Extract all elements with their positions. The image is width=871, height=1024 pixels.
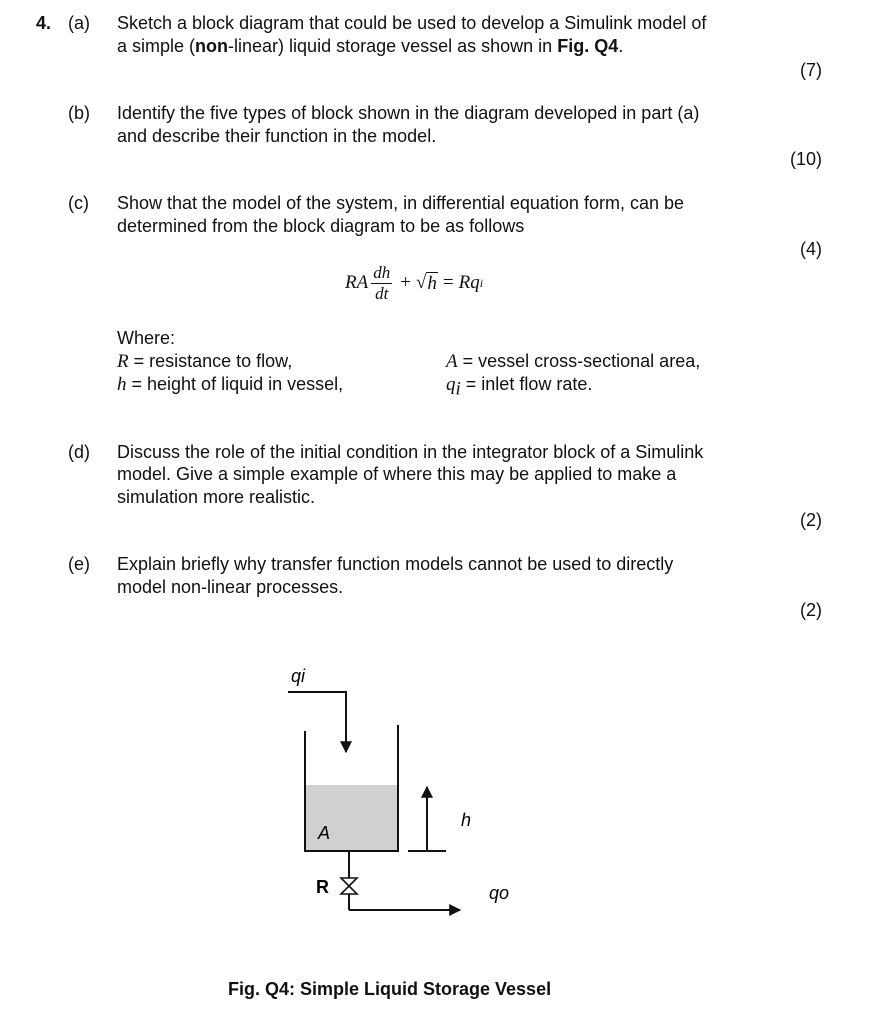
part-b-label: (b) bbox=[68, 103, 90, 123]
part-b-line1: Identify the five types of block shown in the diagram developed in part (a) bbox=[117, 103, 700, 123]
resistance-label: R bbox=[316, 877, 329, 897]
part-c-marks: (4) bbox=[800, 239, 822, 259]
outflow-label: qo bbox=[489, 883, 510, 903]
part-c-label: (c) bbox=[68, 193, 89, 213]
differential-equation: RA $\frac{dh}{dt}$ + √ h = Rq i bbox=[345, 262, 484, 303]
part-d-line1: Discuss the role of the initial condition in the integrator block of a Simulink bbox=[117, 442, 704, 462]
where-label: Where: bbox=[117, 328, 176, 348]
def-height: h = height of liquid in vessel, bbox=[117, 374, 344, 395]
def-inlet-flow: $q_i$ = inlet flow rate. bbox=[446, 374, 593, 400]
part-b-marks: (10) bbox=[789, 149, 822, 169]
part-e-label: (e) bbox=[68, 554, 90, 574]
valve-icon bbox=[341, 878, 357, 894]
inflow-arrow bbox=[288, 692, 346, 752]
def-area: A = vessel cross-sectional area, bbox=[446, 351, 701, 372]
part-b-line2: and describe their function in the model. bbox=[117, 126, 437, 146]
part-e-marks: (2) bbox=[800, 600, 822, 620]
part-a-line1: Sketch a block diagram that could be used to develop a Simulink model of bbox=[117, 13, 707, 33]
part-a-marks: (7) bbox=[800, 60, 822, 80]
part-c-line1: Show that the model of the system, in differential equation form, can be bbox=[117, 193, 684, 213]
derivative-fraction: $\frac{dh}{dt}$ bbox=[373, 262, 391, 303]
part-d-line3: simulation more realistic. bbox=[117, 487, 316, 507]
part-e-line2: model non-linear processes. bbox=[117, 577, 344, 597]
area-label: A bbox=[318, 823, 331, 843]
inflow-label: qi bbox=[291, 666, 306, 686]
part-e-line1: Explain briefly why transfer function models cannot be used to directly bbox=[117, 554, 674, 574]
part-d-line2: model. Give a simple example of where this may be applied to make a bbox=[117, 464, 677, 484]
part-a-label: (a) bbox=[68, 13, 90, 33]
height-label: h bbox=[461, 810, 472, 830]
figure-caption: Fig. Q4: Simple Liquid Storage Vessel bbox=[228, 979, 552, 999]
def-resistance: R = resistance to flow, bbox=[117, 351, 293, 372]
non-bold: non bbox=[195, 36, 229, 56]
fig-ref: Fig. Q4 bbox=[557, 36, 619, 56]
part-d-marks: (2) bbox=[800, 510, 822, 530]
part-c-line2: determined from the block diagram to be as follows bbox=[117, 216, 525, 236]
part-d-label: (d) bbox=[68, 442, 90, 462]
part-a-line2: a simple (non-linear) liquid storage vessel as shown in Fig. Q4. bbox=[117, 36, 624, 56]
question-number: 4. bbox=[36, 13, 52, 33]
